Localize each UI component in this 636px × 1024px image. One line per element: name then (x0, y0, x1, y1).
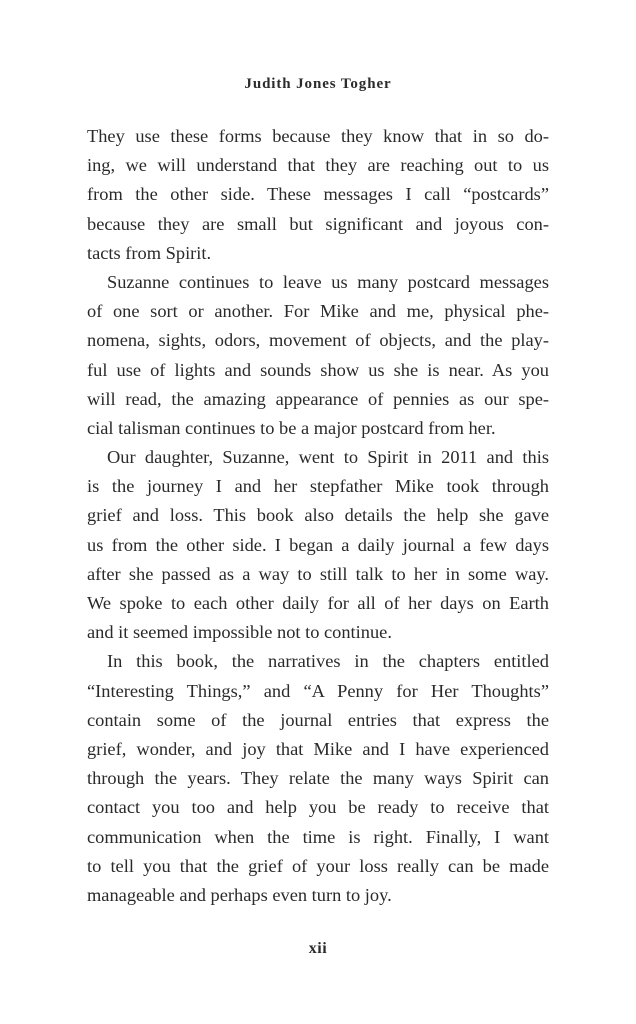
text-line: “Interesting Things,” and “A Penny for Her Thoughts” (87, 680, 549, 701)
text-line: contact you too and help you be ready to receive that (87, 797, 549, 818)
text-line: They use these forms because they know that in so do- (87, 126, 549, 146)
text-line: from the other side. These messages I call “postcards” (87, 184, 549, 205)
text-line: We spoke to each other daily for all of her days on Earth (87, 593, 549, 613)
text-line: Suzanne continues to leave us many postcard messages (107, 271, 549, 292)
text-line: contain some of the journal entries that express the (87, 709, 549, 730)
paragraph-1 (87, 122, 549, 268)
text-line: us from the other side. I began a daily journal a few days (87, 534, 549, 555)
text-line: communication when the time is right. Finally, I want (87, 826, 549, 847)
text-line: In this book, the narratives in the chapters entitled (107, 651, 549, 672)
text-line: cial talisman continues to be a major postcard from her. (87, 417, 496, 438)
paragraph-3 (87, 443, 549, 647)
text-line: Our daughter, Suzanne, went to Spirit in 2011 and this (107, 447, 549, 468)
text-line: tacts from Spirit. (87, 242, 212, 263)
running-head-author: Judith Jones Togher (244, 76, 392, 92)
text-line: and it seemed impossible not to continue. (87, 622, 392, 643)
text-line: is the journey I and her stepfather Mike took through (87, 476, 549, 497)
text-line: manageable and perhaps even turn to joy. (87, 884, 392, 905)
text-line: ful use of lights and sounds show us she is near. As you (87, 359, 549, 380)
text-line: because they are small but significant and joyous con- (87, 213, 549, 234)
page-number: xii (308, 940, 328, 957)
text-line: grief and loss. This book also details the help she gave (87, 505, 549, 526)
text-line: nomena, sights, odors, movement of objects, and the play- (87, 330, 549, 351)
text-line: will read, the amazing appearance of pennies as our spe- (87, 388, 549, 409)
text-line: after she passed as a way to still talk to her in some way. (87, 563, 549, 584)
paragraph-2 (87, 268, 549, 443)
text-line: through the years. They relate the many ways Spirit can (87, 768, 549, 789)
body-text (87, 122, 549, 910)
text-line: ing, we will understand that they are reaching out to us (87, 155, 549, 176)
paragraph-4 (87, 647, 549, 910)
text-line: to tell you that the grief of your loss really can be made (87, 855, 549, 876)
text-line: of one sort or another. For Mike and me, physical phe- (87, 301, 549, 322)
text-line: grief, wonder, and joy that Mike and I have experienced (87, 738, 549, 759)
